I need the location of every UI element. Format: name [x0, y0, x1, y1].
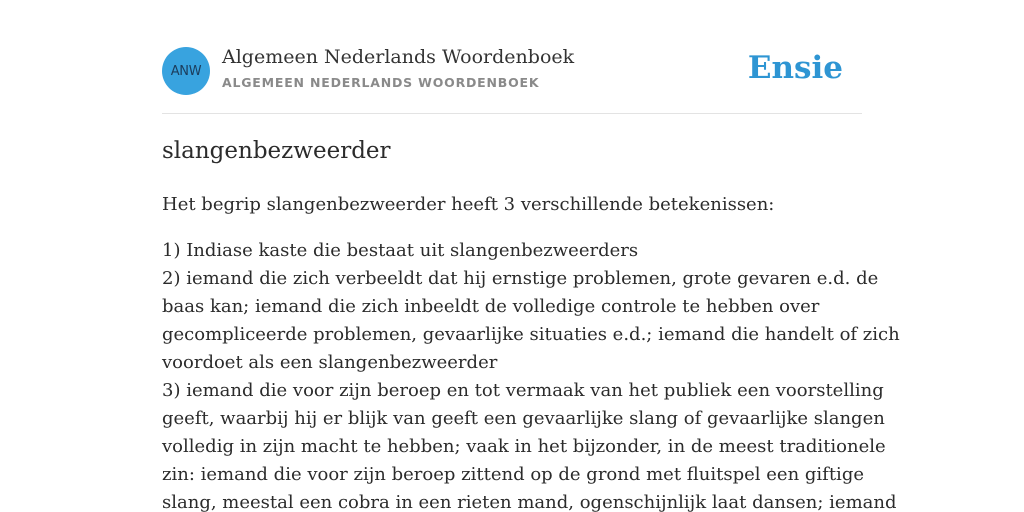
definition-line: gecompliceerde problemen, gevaarlijke situaties e.d.; iemand die handelt of zich: [162, 324, 900, 345]
definition-line: baas kan; iemand die zich inbeeldt de volledige controle te hebben over: [162, 296, 820, 317]
entry-definitions: [162, 237, 900, 512]
definition-line: 1) Indiase kaste die bestaat uit slangenbezweerders: [162, 240, 639, 261]
entry-word-title: slangenbezweerder: [162, 138, 391, 164]
definition-line: slang, meestal een cobra in een rieten mand, ogenschijnlijk laat dansen; iemand: [162, 492, 897, 512]
site-subtitle: ALGEMEEN NEDERLANDS WOORDENBOEK: [222, 75, 540, 90]
ensie-brand-logo[interactable]: Ensie: [747, 50, 843, 86]
anw-logo[interactable]: [162, 47, 210, 95]
site-header: [162, 0, 862, 114]
definition-line: 3) iemand die voor zijn beroep en tot vermaak van het publiek een voorstelling: [162, 380, 884, 401]
site-title[interactable]: Algemeen Nederlands Woordenboek: [222, 46, 575, 68]
definition-line: 2) iemand die zich verbeeldt dat hij ernstige problemen, grote gevaren e.d. de: [162, 268, 879, 289]
definition-line: zin: iemand die voor zijn beroep zittend op de grond met fluitspel een giftige: [162, 464, 864, 485]
definition-line: geeft, waarbij hij er blijk van geeft een gevaarlijke slang of gevaarlijke slangen: [162, 408, 885, 429]
page-container: [162, 0, 900, 512]
definition-line: voordoet als een slangenbezweerder: [162, 352, 498, 373]
logo-text: ANW: [170, 63, 202, 79]
definition-line: volledig in zijn macht te hebben; vaak in het bijzonder, in de meest traditionele: [162, 436, 886, 457]
entry-intro: Het begrip slangenbezweerder heeft 3 verschillende betekenissen:: [162, 194, 775, 215]
